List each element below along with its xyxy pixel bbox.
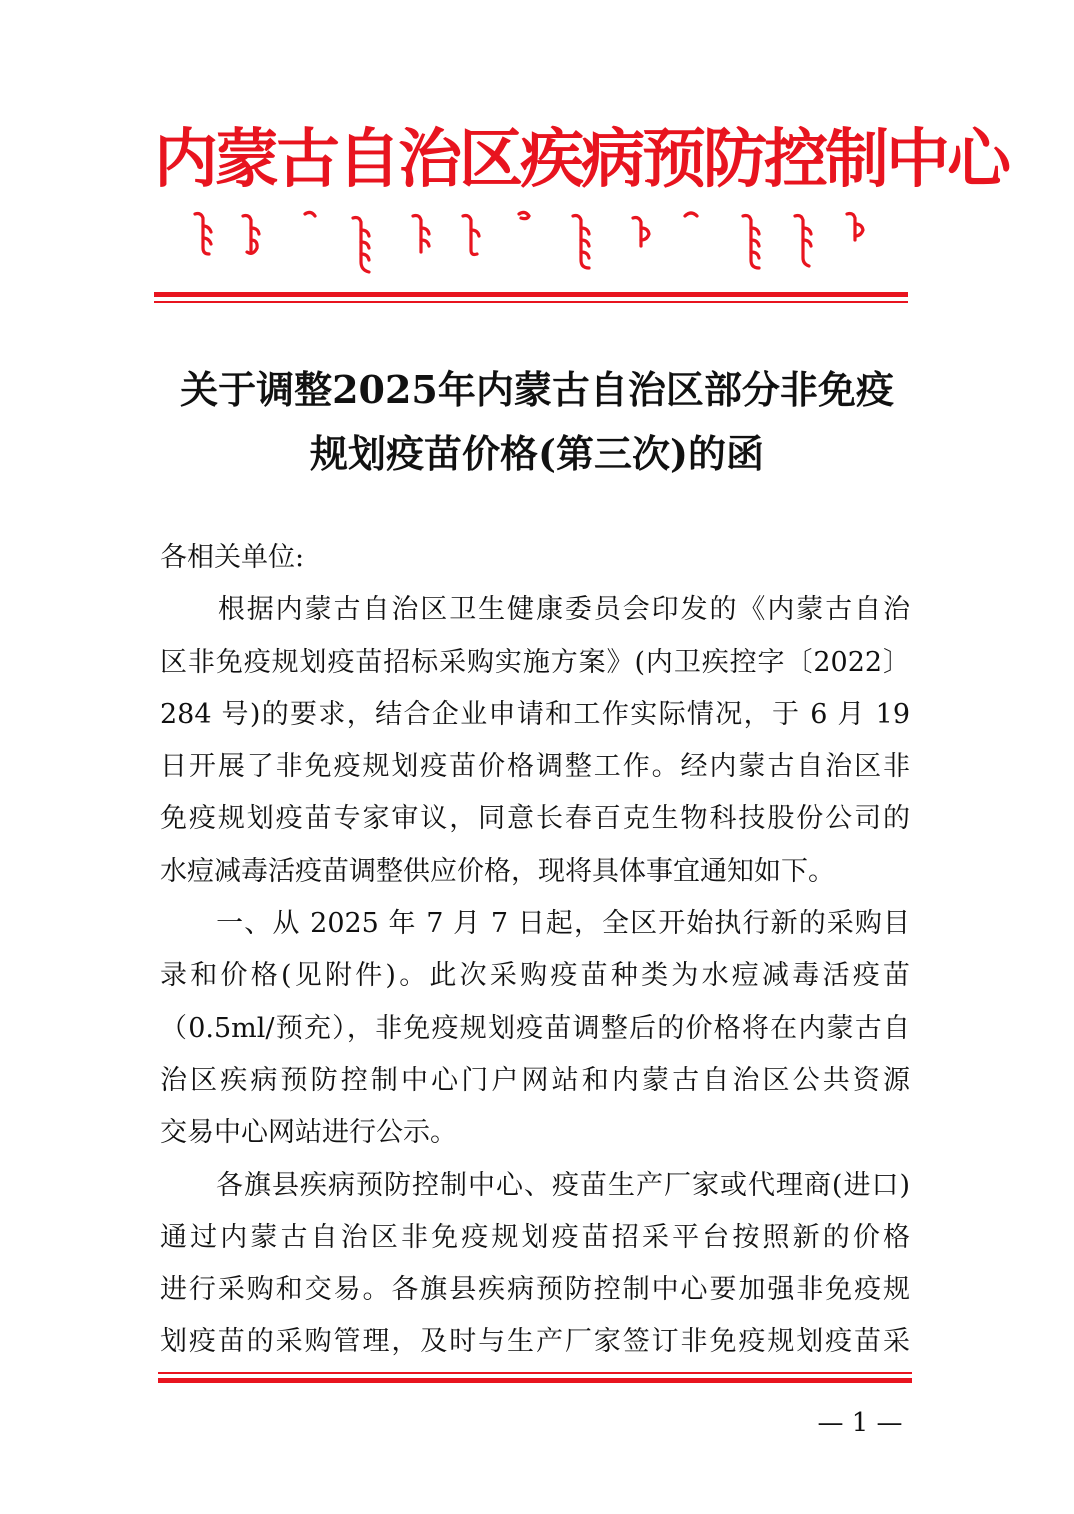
letterhead-divider <box>154 292 908 304</box>
document-body <box>160 532 910 1369</box>
body-line: 进行采购和交易。各旗县疾病预防控制中心要加强非免疫规 <box>160 1274 910 1306</box>
body-line: 免疫规划疫苗专家审议，同意长春百克生物科技股份公司的 <box>160 803 910 835</box>
body-line: 区非免疫规划疫苗招标采购实施方案》(内卫疾控字〔2022〕 <box>160 646 910 678</box>
body-line: 日开展了非免疫规划疫苗价格调整工作。经内蒙古自治区非 <box>160 751 910 783</box>
body-line: 一、从 2025 年 7 月 7 日起，全区开始执行新的采购目 <box>160 908 910 940</box>
body-line: 通过内蒙古自治区非免疫规划疫苗招采平台按照新的价格 <box>160 1221 910 1253</box>
mongolian-script-graphic <box>185 206 875 276</box>
document-title <box>100 358 974 486</box>
page-number: — 1 — <box>817 1408 903 1438</box>
salutation: 各相关单位: <box>160 542 305 573</box>
body-line: 根据内蒙古自治区卫生健康委员会印发的《内蒙古自治 <box>160 594 910 626</box>
footer-divider <box>158 1372 912 1386</box>
body-line: 交易中心网站进行公示。 <box>160 1117 457 1149</box>
divider-thick-line <box>154 292 908 297</box>
body-line: （0.5ml/预充），非免疫规划疫苗调整后的价格将在内蒙古自 <box>160 1012 910 1044</box>
letterhead-mongolian-script <box>185 206 875 276</box>
letterhead-org-name: 内蒙古自治区疾病预防控制中心 <box>154 123 1008 197</box>
divider-thick-line <box>158 1378 912 1383</box>
body-line: 水痘减毒活疫苗调整供应价格，现将具体事宜通知如下。 <box>160 855 835 887</box>
divider-thin-line <box>154 301 908 303</box>
body-line: 284 号)的要求，结合企业申请和工作实际情况，于 6 月 19 <box>160 698 910 730</box>
title-line-1: 关于调整2025年内蒙古自治区部分非免疫 <box>180 367 894 412</box>
body-line: 各旗县疾病预防控制中心、疫苗生产厂家或代理商(进口) <box>160 1169 910 1201</box>
body-line: 治区疾病预防控制中心门户网站和内蒙古自治区公共资源 <box>160 1064 910 1096</box>
title-line-2: 规划疫苗价格(第三次)的函 <box>310 431 764 476</box>
body-line: 划疫苗的采购管理，及时与生产厂家签订非免疫规划疫苗采 <box>160 1326 910 1358</box>
body-line: 录和价格(见附件)。此次采购疫苗种类为水痘减毒活疫苗 <box>160 960 910 992</box>
divider-thin-line <box>158 1372 912 1374</box>
